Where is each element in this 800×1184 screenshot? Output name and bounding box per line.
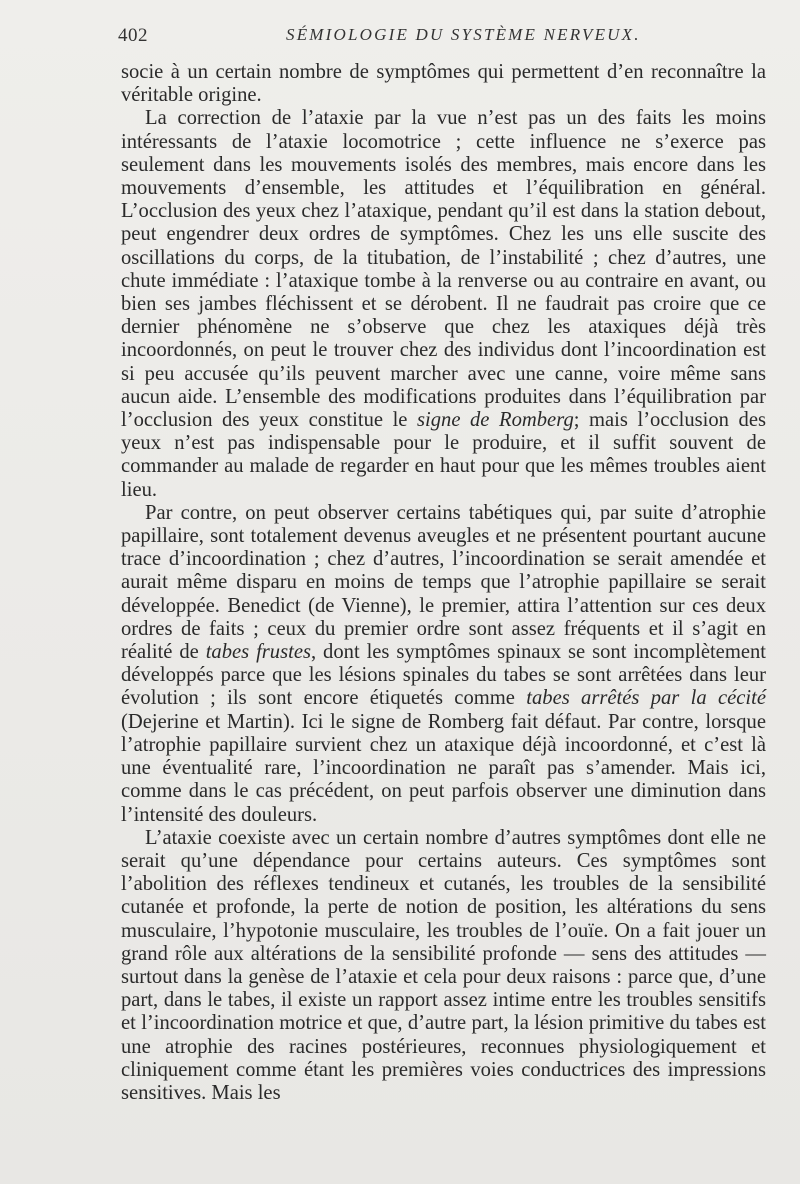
paragraph-romberg xyxy=(121,107,766,501)
paragraph-text: ; mais l’occlusion des yeux n’est pas indispensable pour le produire, et il suffit souvent de commander au malade de regarder en haut pour que les mêmes troubles aient lieu. xyxy=(121,409,766,501)
italic-term-tabes-arretes: tabes arrêtés par la cécité xyxy=(526,687,766,710)
running-header xyxy=(118,25,768,51)
paragraph-text: (Dejerine et Martin). Ici le signe de Romberg fait défaut. Par contre, lorsque l’atrophie papillaire survient chez un ataxique déjà incoordonné, et c’est là une éventualité rare, l’incoordination ne paraît pas s’amender. Mais ici, comme dans le cas précédent, on peut parfois observer une diminution dans l’intensité des douleurs. xyxy=(121,710,766,826)
paragraph-coexisting-symptoms: L’ataxie coexiste avec un certain nombre d’autres symptômes dont elle ne serait qu’une dépendance pour certains auteurs. Ces symptômes sont l’abolition des réflexes tendineux et cutanés, les troubles de la sensibilité cutanée et profonde, la perte de notion de position, les altérations du sens musculaire, l’hypotonie musculaire, les troubles de l’ouïe. On a fait jouer un grand rôle aux altérations de la sensibilité profonde — sens des attitudes — surtout dans la genèse de l’ataxie et cela pour deux raisons : parce que, d’une part, dans le tabes, il existe un rapport assez intime entre les troubles sensitifs et l’incoordination motrice et que, d’autre part, la lésion primitive du tabes est une atrophie des racines postérieures, reconnues physiologiquement et cliniquement comme étant les premières voies conductrices des impressions sensitives. Mais les xyxy=(121,826,766,1104)
body-text xyxy=(121,61,766,1105)
paragraph-continuation: socie à un certain nombre de symptômes qui permettent d’en reconnaître la véritable origine. xyxy=(121,61,766,107)
italic-term-romberg: signe de Romberg xyxy=(416,409,574,432)
paragraph-tabes-frustes xyxy=(121,502,766,827)
paragraph-text: , dont les symptômes spinaux se sont incomplètement développés parce que les lésions spinales du tabes se sont arrêtées dans leur évolution ; ils sont encore étiquetés comme xyxy=(121,641,766,710)
paragraph-text: La correction de l’ataxie par la vue n’est pas un des faits les moins intéressants de l’ataxie locomotrice ; cette influence ne s’exerce pas seulement dans les mouvements isolés des membres, mais encore dans les mouvements d’ensemble, les attitudes et l’équilibration en général. L’occlusion des yeux chez l’ataxique, pendant qu’il est dans la station debout, peut engendrer deux ordres de symptômes. Chez les uns elle suscite des oscillations du corps, de la titubation, de l’instabilité ; chez d’autres, une chute immédiate : l’ataxique tombe à la renverse ou au contraire en avant, ou bien ses jambes fléchissent et se dérobent. Il ne faudrait pas croire que ce dernier phénomène ne s’observe que chez les ataxiques déjà très incoordonnés, on peut le trouver chez des individus dont l’incoordination est si peu accusée qu’ils peuvent marcher avec une canne, voire même sans aucun aide. L’ensemble des modifications produites dans l’équilibration par l’occlusion des yeux constitue le xyxy=(121,107,766,432)
paragraph-text: Par contre, on peut observer certains tabétiques qui, par suite d’atrophie papillaire, sont totalement devenus aveugles et ne présentent pourtant aucune trace d’incoordination ; chez d’autres, l’incoordination se serait amendée et aurait même disparu en moins de temps que l’atrophie papillaire se serait développée. Benedict (de Vienne), le premier, attira l’attention sur ces deux ordres de faits ; ceux du premier ordre sont assez fréquents et il s’agit en réalité de xyxy=(121,501,766,664)
page-number: 402 xyxy=(118,25,148,46)
running-title: SÉMIOLOGIE DU SYSTÈME NERVEUX. xyxy=(286,25,641,44)
italic-term-tabes-frustes: tabes frustes xyxy=(205,641,311,664)
